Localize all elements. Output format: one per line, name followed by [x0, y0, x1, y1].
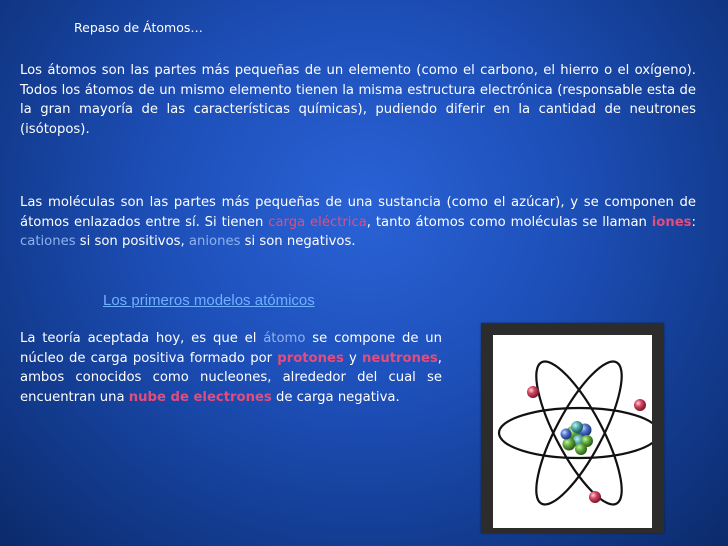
term-aniones: aniones: [188, 234, 241, 250]
electron-1: [527, 386, 539, 398]
nucleus: [561, 421, 594, 455]
atom-image-frame: [481, 323, 664, 533]
electron-2: [634, 399, 646, 411]
paragraph-atom-theory: La teoría aceptada hoy, es que el átomo se compone de un núcleo de carga positiva formado por protones y neutrones, ambos conocidos como nucleones, alrededor del cual se encuentran una nube de electrones de carga negativa.: [20, 331, 442, 405]
term-atomo: átomo: [263, 331, 306, 346]
paragraph-atoms: Los átomos son las partes más pequeñas de un elemento (como el carbono, el hierro o el oxígeno). Todos los átomos de un mismo elemento tienen la misma estructura electrónica (responsable esta de la gran mayoría de las características químicas), pudiendo diferir en la cantidad de neutrones (isótopos).: [20, 63, 696, 137]
electron-3: [589, 491, 601, 503]
paragraph-molecules: Las moléculas son las partes más pequeñas de una sustancia (como el azúcar), y se componen de átomos enlazados entre sí. Si tienen carga eléctrica, tanto átomos como moléculas se llaman iones: cationes si son positivos, aniones si son negativos.: [20, 195, 696, 250]
term-iones: iones: [651, 214, 692, 230]
term-cationes: cationes: [20, 234, 76, 250]
atom-model-icon: [493, 335, 652, 528]
term-carga-electrica: carga eléctrica: [268, 214, 367, 230]
term-protones: protones: [277, 350, 344, 366]
term-nube-electrones: nube de electrones: [128, 389, 272, 405]
atomic-models-link[interactable]: Los primeros modelos atómicos: [103, 292, 315, 309]
term-neutrones: neutrones: [362, 350, 438, 366]
slide-title: Repaso de Átomos…: [74, 20, 203, 35]
